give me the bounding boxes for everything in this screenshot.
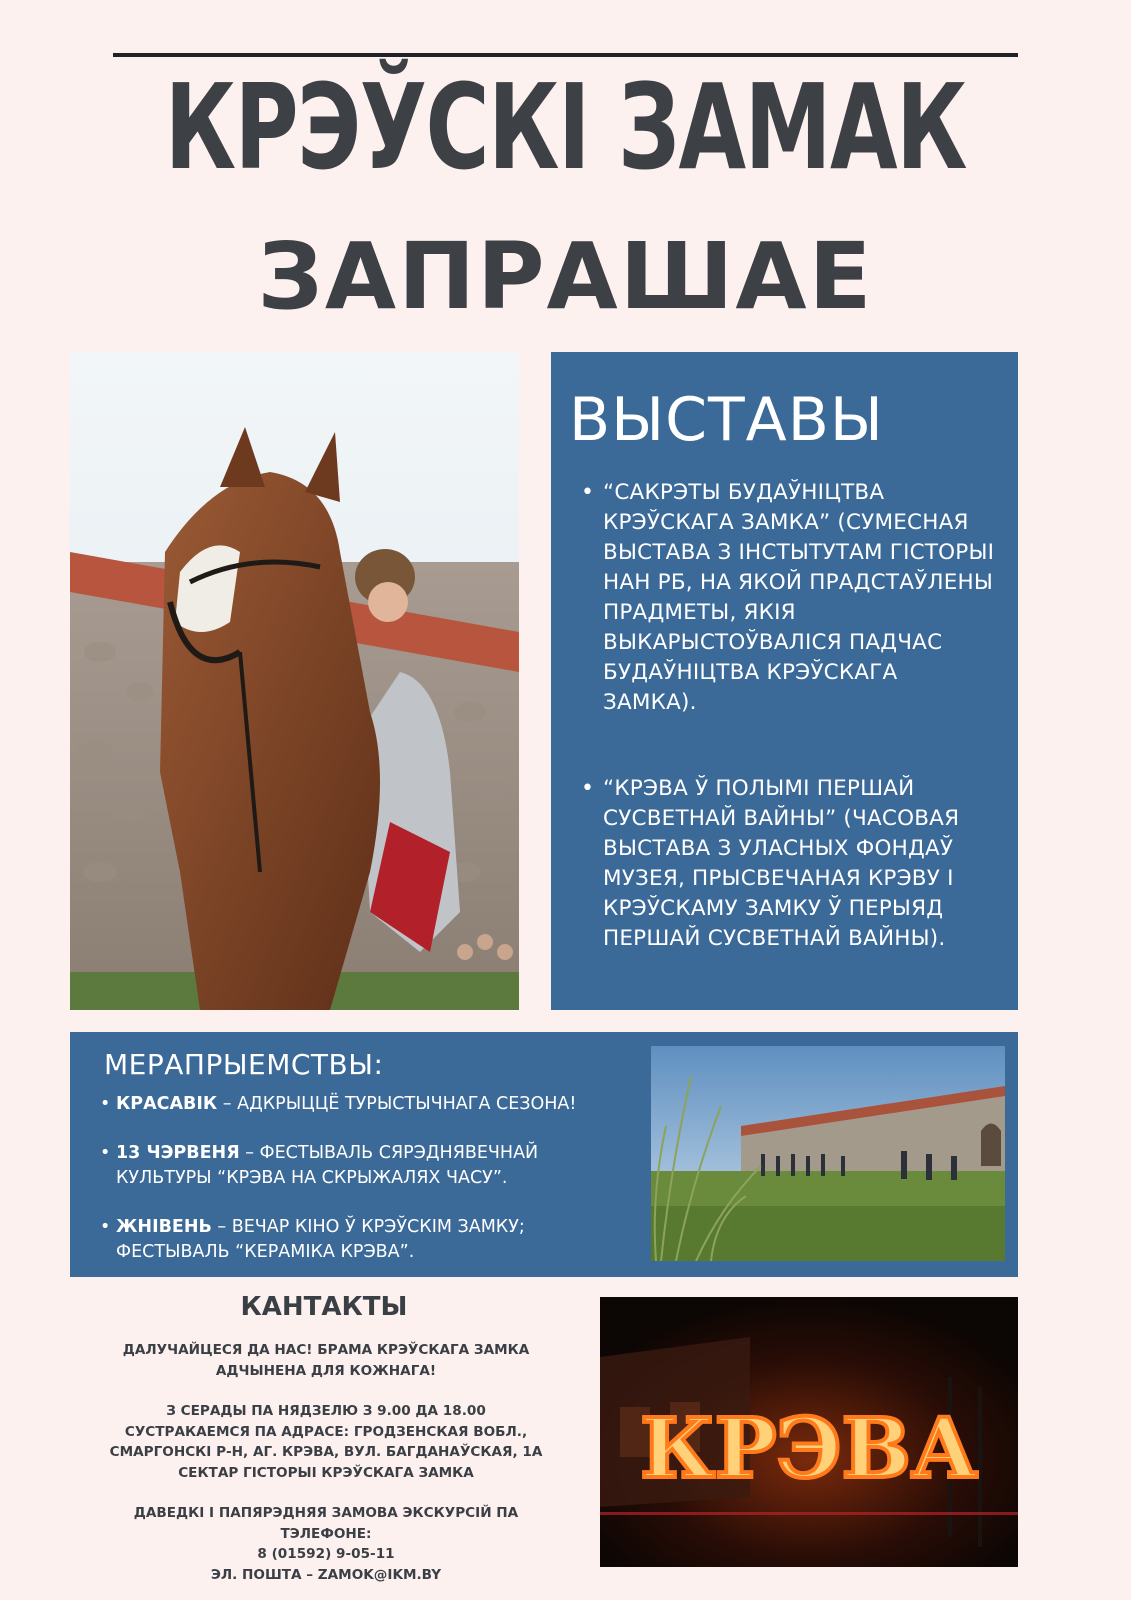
page-subtitle: ЗАПРАШАЕ <box>257 223 874 330</box>
event-text: – АДКРЫЦЦЁ ТУРЫСТЫЧНАГА СЕЗОНА! <box>217 1094 577 1114</box>
contacts-text <box>96 1340 556 1585</box>
department: СЕКТАР ГІСТОРЫІ КРЭЎСКАГА ЗАМКА <box>178 1464 474 1481</box>
exhibitions-heading: ВЫСТАВЫ <box>569 385 884 455</box>
photo-fire-letters <box>600 1297 1018 1567</box>
address: СУСТРАКАЕМСЯ ПА АДРАСЕ: ГРОДЗЕНСКАЯ ВОБЛ., СМАРГОНСКІ Р-Н, АГ. КРЭВА, ВУЛ. БАГДАНАЎСКАЯ, 1А <box>109 1423 543 1460</box>
event-item <box>116 1215 606 1265</box>
exhibitions-list <box>569 478 996 954</box>
opening-hours: З СЕРАДЫ ПА НЯДЗЕЛЮ З 9.00 ДА 18.00 <box>166 1403 486 1419</box>
events-heading: МЕРАПРЫЕМСТВЫ: <box>104 1048 384 1081</box>
event-text: – ФЕСТЫВАЛЬ СЯРЭДНЯВЕЧНАЙ КУЛЬТУРЫ “КРЭВА НА СКРЫЖАЛЯХ ЧАСУ”. <box>116 1143 539 1188</box>
contacts-invite: ДАЛУЧАЙЦЕСЯ ДА НАС! БРАМА КРЭЎСКАГА ЗАМКА АДЧЫНЕНА ДЛЯ КОЖНАГА! <box>122 1342 530 1379</box>
phone-number[interactable]: 8 (01592) 9-05-11 <box>257 1546 395 1562</box>
photo-castle-courtyard <box>651 1046 1005 1261</box>
events-list <box>116 1092 606 1265</box>
contacts-heading: КАНТАКТЫ <box>240 1292 408 1322</box>
event-date: КРАСАВІК <box>116 1094 218 1114</box>
fire-sign-text: КРЭВА <box>640 1401 978 1497</box>
contacts-booking <box>96 1503 556 1585</box>
contacts-schedule <box>96 1401 556 1483</box>
event-date: ЖНІВЕНЬ <box>116 1217 212 1237</box>
photo-knight-on-horse <box>70 352 519 1010</box>
exhibitions-panel <box>551 352 1018 1010</box>
exhibition-item: • “КРЭВА Ў ПОЛЫМІ ПЕРШАЙ СУСВЕТНАЙ ВАЙНЫ” (ЧАСОВАЯ ВЫСТАВА З УЛАСНЫХ ФОНДАЎ МУЗЕЯ, ПРЫСВЕЧАНАЯ КРЭВУ І КРЭЎСКАМУ ЗАМКУ Ў ПЕРЫЯД ПЕРШАЙ СУСВЕТНАЙ ВАЙНЫ). <box>603 774 996 954</box>
event-text: – ВЕЧАР КІНО Ў КРЭЎСКІМ ЗАМКУ; ФЕСТЫВАЛЬ “КЕРАМІКА КРЭВА”. <box>116 1217 525 1262</box>
event-date: 13 ЧЭРВЕНЯ <box>116 1143 240 1163</box>
booking-note: ДАВЕДКІ І ПАПЯРЭДНЯЯ ЗАМОВА ЭКСКУРСІЙ ПА ТЭЛЕФОНЕ: <box>133 1505 519 1542</box>
event-item <box>116 1092 606 1117</box>
event-item <box>116 1141 606 1191</box>
page-title: КРЭЎСКІ ЗАМАК <box>164 58 967 196</box>
email-address[interactable]: ЭЛ. ПОШТА – ZAMOK@IKM.BY <box>210 1566 442 1583</box>
exhibition-item: • “САКРЭТЫ БУДАЎНІЦТВА КРЭЎСКАГА ЗАМКА” (СУМЕСНАЯ ВЫСТАВА З ІНСТЫТУТАМ ГІСТОРЫІ НАН РБ, НА ЯКОЙ ПРАДСТАЎЛЕНЫ ПРАДМЕТЫ, ЯКІЯ ВЫКАРЫСТОЎВАЛІСЯ ПАДЧАС БУДАЎНІЦТВА КРЭЎСКАГА ЗАМКА). <box>603 478 996 718</box>
